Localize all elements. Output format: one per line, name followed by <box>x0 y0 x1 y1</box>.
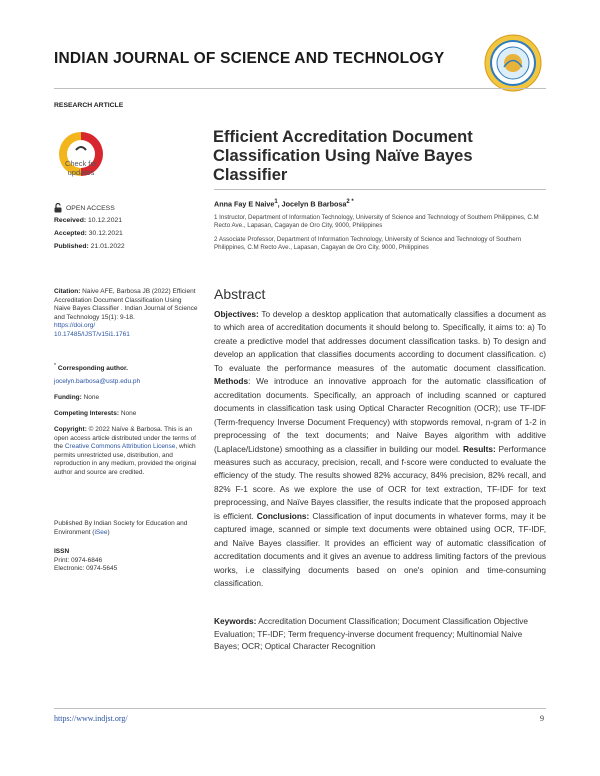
license-link[interactable]: Creative Commons Attribution License <box>64 443 176 451</box>
copyright: Copyright: © 2022 Naïve & Barbosa. This is an open access article distributed under the terms of the Creative Commons Attribution License, which permits unrestricted use, distribution, and reproduction in any medium, provided the original author and source are credited. <box>54 426 197 476</box>
title-divider <box>214 189 546 190</box>
open-access-badge: OPEN ACCESS <box>54 203 115 213</box>
competing-interests: Competing Interests: None <box>54 410 137 417</box>
publisher: Published By Indian Society for Education and Environment (iSee) <box>54 520 188 536</box>
affiliation-2: 2 Associate Professor, Department of Information Technology, University of Science and Technology of Southern Philippines, C.M Recto Ave., Lapasan, Cagayan de Oro City, 9000, Philippines <box>214 236 522 252</box>
header-divider <box>54 88 546 89</box>
citation-block: Citation: Naive AFE, Barbosa JB (2022) Efficient Accreditation Document Classification Using Naive Bayes Classifier . Indian Journal of Science and Technology 15(1): 9-18. https://doi.org/ 10.17485/IJST/v15i1.1761 <box>54 288 198 338</box>
abstract-heading: Abstract <box>214 286 266 302</box>
published-date: Published: 21.01.2022 <box>54 243 125 250</box>
journal-seal-logo <box>484 34 542 92</box>
keywords: Keywords: Accreditation Document Classification; Document Classification Objective Evaluation; TF-IDF; Term frequency-inverse document frequency; Multinomial Naive Bayes; OCR; Optical Character Recognition <box>214 616 529 652</box>
doi-link-id[interactable]: 10.17485/IJST/v15i1.1761 <box>54 330 130 338</box>
corresponding-email[interactable]: jocelyn.barbosa@ustp.edu.ph <box>54 377 141 385</box>
issn-block: ISSN Print: 0974-6846 Electronic: 0974-5645 <box>54 548 118 573</box>
article-title: Efficient Accreditation Document Classification Using Naïve Bayes Classifier <box>213 128 473 184</box>
affiliation-1: 1 Instructor, Department of Information Technology, University of Science and Technology of Southern Philippines, C.M Recto Ave., Lapasan, Cagayan de Oro City, 9000, Philippines <box>214 214 539 230</box>
abstract-body: Objectives: To develop a desktop application that automatically classifies a document as to which area of accreditation documents it should belong to. Specifically, it aims to: a) To create a predictive model that addresses document classification tasks. b) To design and develop an application that classifies documents according to document classification. c) To evaluate the performance measures of the automatic document classification. Methods: We introduce an innovative approach for the automatic classification of accreditation documents. Specifically, an approach of including scanned or captured documents in classification task using Optical Character Recognition (OCR); use TF-IDF (Term-frequency Inverse Document Frequency) with stopwords removal, n-gram of 1-2 in preprocessing of the text documents; and Naive Bayes algorithm with additive (Laplace/Lidstone) smoothing as a classifier in building our model. Results: Performance measures such as accuracy, precision, recall, and f-score were conducted to evaluate the efficiency of the study. The results showed 82% accuracy, 84% precision, 82% recall, and 82% F-1 score. As we explore the use of OCR for text extraction, TF-IDF for text preprocessing, and Naïve Bayes classifier, the results indicate that the proposed approach is efficient. Conclusions: Classification of input documents in whatever forms, may it be captured image, scanned or simple text documents were obtained using OCR, TF-IDF, and Naïve Bayes classifier. It provides an efficient way of automatic classification of accreditation documents and it gives an avenue to address limiting factors of the previous works, i.e classifying documents based on one's opinion and time-consuming classification. <box>214 309 546 589</box>
doi-link[interactable]: https://doi.org/ <box>54 322 96 330</box>
open-lock-icon <box>54 203 62 213</box>
author-list: Anna Fay E Naive$^1$, Jocelyn B Barbosa$^{2 *}$ <box>214 199 354 209</box>
journal-title: INDIAN JOURNAL OF SCIENCE AND TECHNOLOGY <box>54 50 445 67</box>
corresponding-author: * Corresponding author. jocelyn.barbosa@ustp.edu.ph <box>54 363 141 385</box>
footer-divider <box>54 708 546 709</box>
article-type: RESEARCH ARTICLE <box>54 102 124 109</box>
check-for-updates-label[interactable]: Check for updates <box>64 159 98 177</box>
accepted-date: Accepted: 30.12.2021 <box>54 230 123 237</box>
received-date: Received: 10.12.2021 <box>54 217 123 224</box>
page-number: 9 <box>540 714 544 723</box>
isee-link[interactable]: iSee <box>94 528 108 536</box>
funding: Funding: None <box>54 394 100 401</box>
journal-url-link[interactable]: https://www.indjst.org/ <box>54 714 128 723</box>
